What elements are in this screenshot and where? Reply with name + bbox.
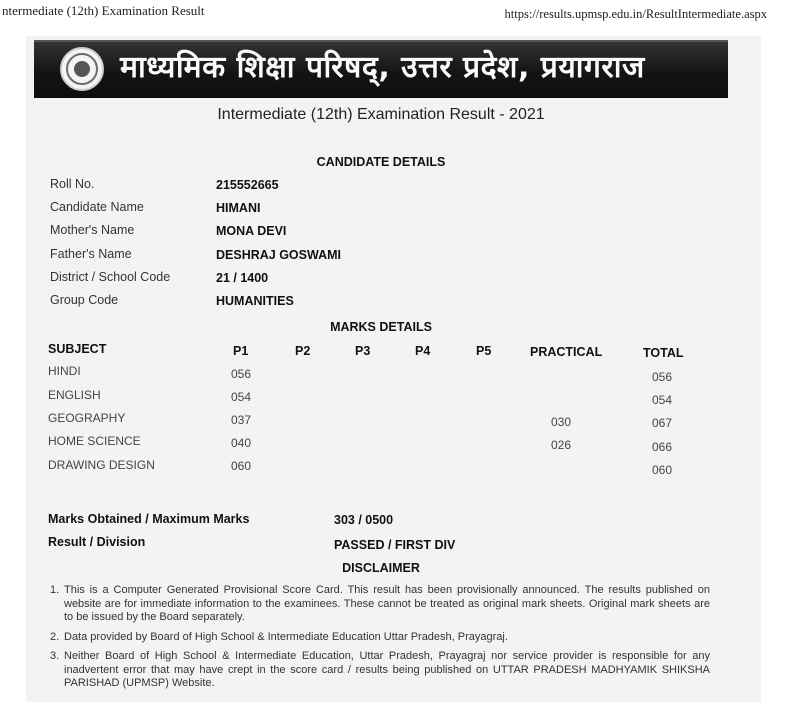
- marks-obtained-value: 303 / 0500: [334, 513, 394, 527]
- district-school-code-value: 21 / 1400: [216, 271, 269, 285]
- group-code-value: HUMANITIES: [216, 294, 294, 308]
- disclaimer-item: [50, 631, 710, 645]
- page-title: Intermediate (12th) Examination Result - 2021: [217, 106, 545, 123]
- board-title: माध्यमिक शिक्षा परिषद्, उत्तर प्रदेश, प्रयागराज: [120, 50, 645, 85]
- roll-no-value: 215552665: [216, 178, 279, 192]
- disclaimer-list: [50, 584, 710, 697]
- board-banner: [34, 40, 728, 98]
- group-code-label: Group Code: [50, 293, 119, 307]
- total-cell: 054: [652, 393, 673, 407]
- father-name-value: DESHRAJ GOSWAMI: [216, 248, 342, 262]
- mother-name-label: Mother's Name: [50, 223, 135, 237]
- total-cell: 066: [652, 440, 673, 454]
- p1-cell: 056: [231, 367, 252, 381]
- p5-header: P5: [476, 344, 492, 358]
- disclaimer-number: 1.: [50, 584, 60, 596]
- p1-cell: 060: [231, 459, 252, 473]
- p1-cell: 037: [231, 413, 252, 427]
- p4-header: P4: [415, 344, 431, 358]
- subject-header: SUBJECT: [48, 342, 107, 356]
- practical-cell: 026: [551, 438, 572, 452]
- disclaimer-item: [50, 650, 710, 691]
- subject-cell: GEOGRAPHY: [48, 411, 126, 425]
- district-school-code-label: District / School Code: [50, 270, 171, 284]
- marks-obtained-label: Marks Obtained / Maximum Marks: [48, 512, 250, 526]
- subject-cell: DRAWING DESIGN: [48, 458, 155, 472]
- p1-header: P1: [233, 344, 249, 358]
- mother-name-value: MONA DEVI: [216, 224, 287, 238]
- browser-url: https://results.upmsp.edu.in/ResultIntermediate.aspx: [504, 7, 767, 21]
- disclaimer-text: This is a Computer Generated Provisional Score Card. This result has been provisionally announced. The results published on website are for immediate information to the examinees. These cannot be treated as original mark sheets. Original mark sheets are to be issued by the Board separately.: [64, 584, 710, 623]
- disclaimer-text: Neither Board of High School & Intermediate Education, Uttar Pradesh, Prayagraj nor service provider is responsible for any inadvertent error that may have crept in the score card / results being published on UTTAR PRADESH MADHYAMIK SHIKSHA PARISHAD (UPMSP) Website.: [64, 650, 710, 689]
- practical-cell: 030: [551, 415, 572, 429]
- total-cell: 067: [652, 416, 673, 430]
- total-header: TOTAL: [643, 346, 684, 360]
- subject-cell: HOME SCIENCE: [48, 434, 141, 448]
- p3-header: P3: [355, 344, 371, 358]
- p1-cell: 054: [231, 390, 252, 404]
- candidate-name-label: Candidate Name: [50, 200, 144, 214]
- total-cell: 060: [652, 463, 673, 477]
- disclaimer-number: 2.: [50, 630, 60, 643]
- disclaimer-item: [50, 584, 710, 625]
- subject-cell: ENGLISH: [48, 388, 101, 402]
- p2-header: P2: [295, 344, 311, 358]
- marks-section-title: MARKS DETAILS: [330, 320, 432, 334]
- result-division-value: PASSED / FIRST DIV: [334, 538, 456, 552]
- father-name-label: Father's Name: [50, 247, 132, 261]
- disclaimer-title: DISCLAIMER: [342, 561, 420, 575]
- subject-cell: HINDI: [48, 364, 81, 378]
- emblem-icon: [60, 47, 104, 91]
- disclaimer-number: 3.: [50, 650, 60, 662]
- candidate-name-value: HIMANI: [216, 201, 261, 215]
- practical-header: PRACTICAL: [530, 345, 603, 359]
- browser-tab-title: ntermediate (12th) Examination Result: [2, 3, 205, 18]
- candidate-section-title: CANDIDATE DETAILS: [316, 155, 446, 169]
- p1-cell: 040: [231, 436, 252, 450]
- total-cell: 056: [652, 370, 673, 384]
- roll-no-label: Roll No.: [50, 177, 95, 191]
- disclaimer-text: Data provided by Board of High School & Intermediate Education Uttar Pradesh, Prayagraj.: [64, 630, 508, 643]
- result-division-label: Result / Division: [48, 535, 146, 549]
